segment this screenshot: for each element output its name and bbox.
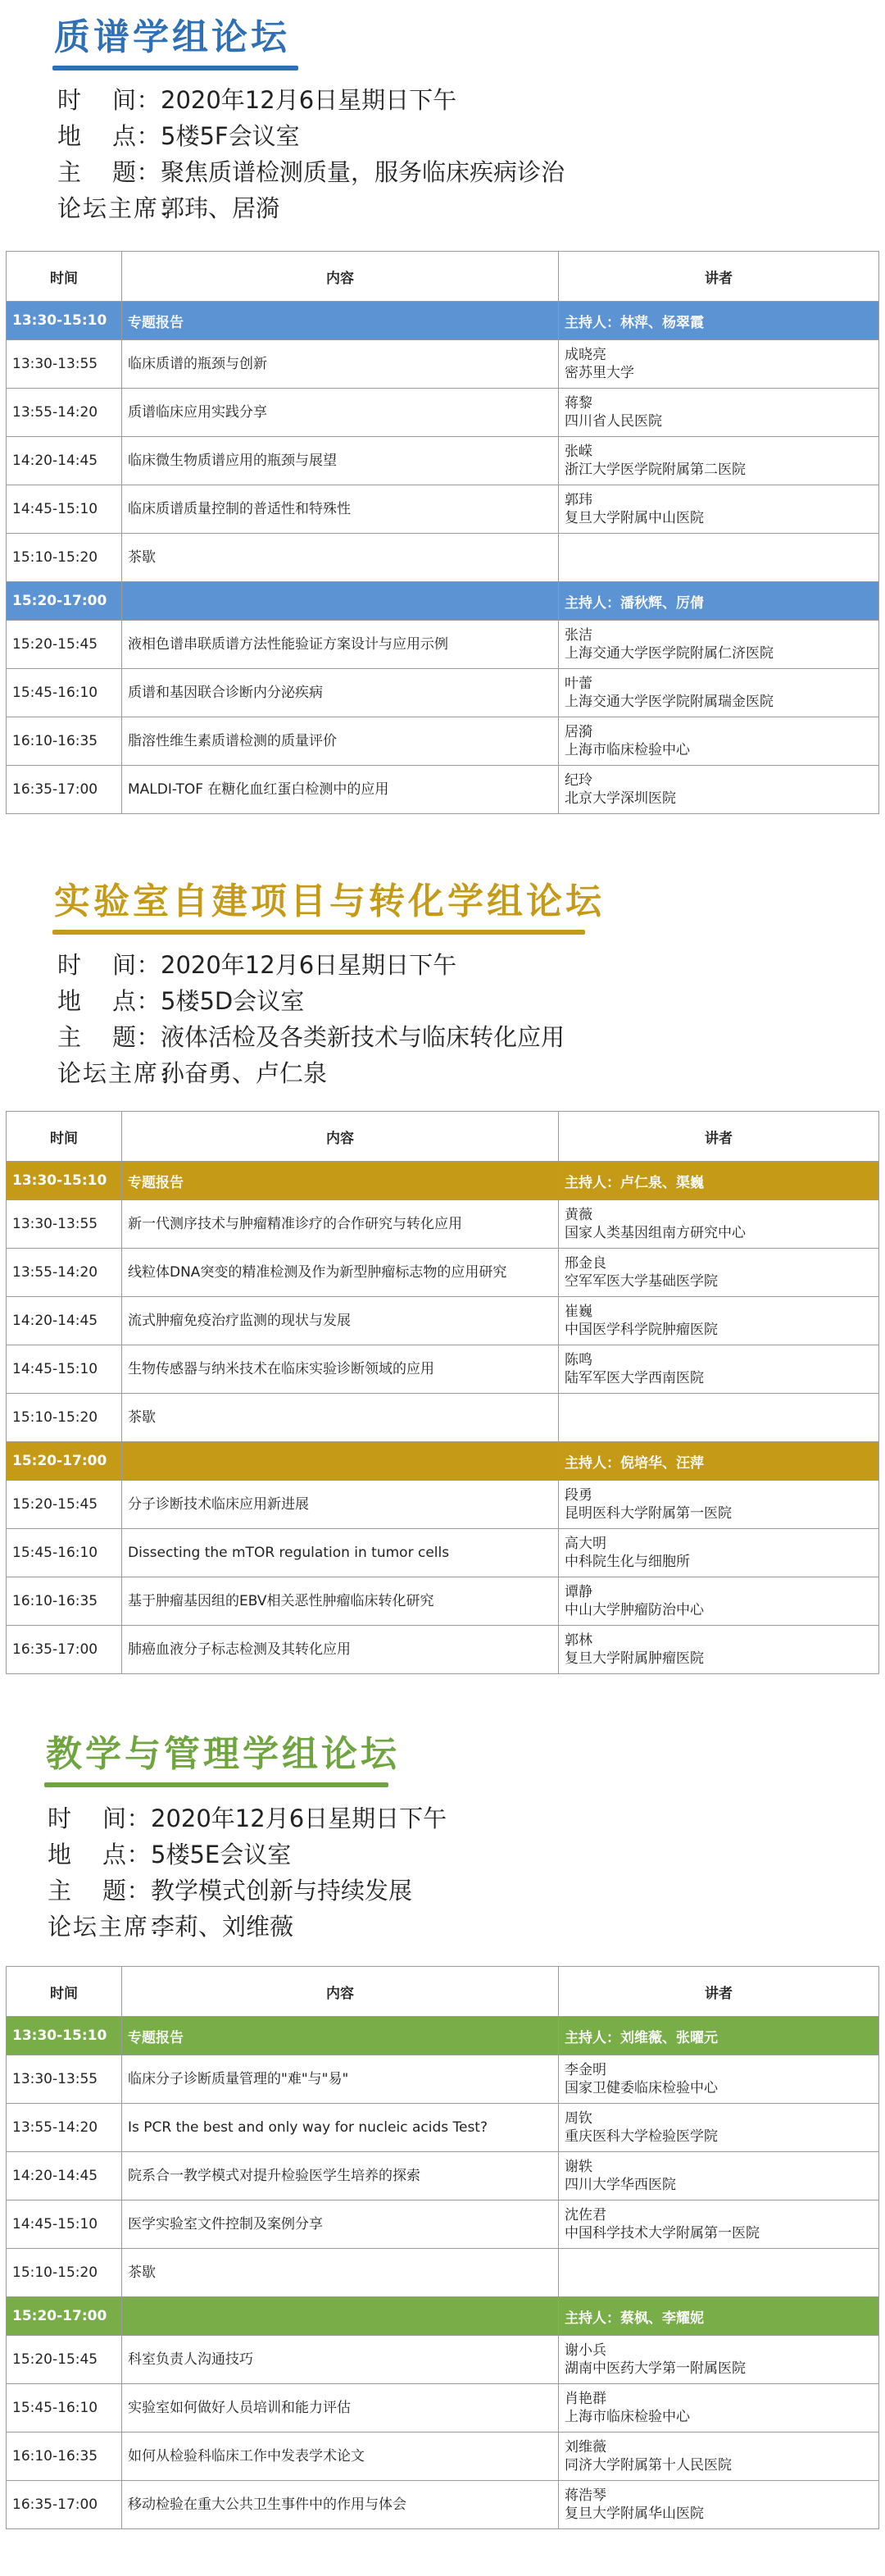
info-chair: 论坛主席： 李莉、刘维薇: [48, 1913, 294, 1941]
cell-content: 液相色谱串联质谱方法性能验证方案设计与应用示例: [122, 621, 559, 669]
speaker-affiliation: 复旦大学附属中山医院: [565, 510, 704, 526]
header-speaker: 讲者: [559, 1112, 879, 1162]
table-row: [7, 621, 879, 669]
cell-speaker: [559, 2481, 879, 2529]
info-chair: 论坛主席： 郭玮、居漪: [57, 194, 280, 222]
cell-time: 15:10-15:20: [7, 534, 122, 582]
cell-speaker: [559, 1481, 879, 1529]
speaker-name: 郭玮: [565, 492, 592, 508]
cell-host: 主持人：刘维薇、张曜元: [559, 2017, 879, 2055]
speaker-affiliation: 北京大学深圳医院: [565, 790, 676, 807]
cell-time: 14:45-15:10: [7, 485, 122, 534]
table-row: [7, 1481, 879, 1529]
speaker-affiliation: 复旦大学附属肿瘤医院: [565, 1650, 704, 1667]
schedule-table: [6, 1966, 879, 2529]
speaker-name: 谢小兵: [565, 2342, 606, 2359]
session-band-row: [7, 1442, 879, 1481]
cell-content: 临床质谱质量控制的普适性和特殊性: [122, 485, 559, 534]
cell-speaker: [559, 437, 879, 485]
speaker-affiliation: 空军军医大学基础医学院: [565, 1273, 718, 1290]
info-time: 时 间 ： 2020年12月6日星期日下午: [57, 86, 457, 114]
cell-content: [122, 582, 559, 621]
cell-speaker: [559, 2152, 879, 2201]
header-time: 时间: [7, 252, 122, 302]
cell-content: [122, 1442, 559, 1481]
table-row: [7, 485, 879, 534]
forum-title: 质谱学组论坛: [54, 16, 290, 58]
speaker-name: 蒋黎: [565, 395, 592, 412]
schedule-body: [7, 302, 879, 814]
speaker-affiliation: 四川大学华西医院: [565, 2177, 676, 2193]
cell-time: 14:45-15:10: [7, 1345, 122, 1394]
speaker-name: 黄薇: [565, 1207, 592, 1223]
cell-time: 16:10-16:35: [7, 717, 122, 766]
cell-content: 院系合一教学模式对提升检验医学生培养的探索: [122, 2152, 559, 2201]
speaker-name: 崔巍: [565, 1304, 592, 1320]
cell-time: 13:55-14:20: [7, 2104, 122, 2152]
cell-speaker: [559, 485, 879, 534]
cell-host: 主持人：卢仁泉、渠巍: [559, 1162, 879, 1200]
speaker-name: 张嵘: [565, 444, 592, 460]
speaker-name: 谭静: [565, 1584, 592, 1600]
cell-time: 13:30-15:10: [7, 2017, 122, 2055]
cell-speaker: [559, 1529, 879, 1577]
speaker-affiliation: 上海市临床检验中心: [565, 742, 690, 758]
cell-speaker: [559, 389, 879, 437]
info-place: 地 点 ： 5楼5D会议室: [57, 987, 305, 1015]
cell-speaker: [559, 766, 879, 814]
cell-content: 质谱和基因联合诊断内分泌疾病: [122, 669, 559, 717]
cell-content: MALDI-TOF 在糖化血红蛋白检测中的应用: [122, 766, 559, 814]
table-row: [7, 437, 879, 485]
cell-time: 14:20-14:45: [7, 437, 122, 485]
cell-time: 15:20-15:45: [7, 1481, 122, 1529]
table-row: [7, 1394, 879, 1442]
cell-content: 茶歇: [122, 1394, 559, 1442]
header-time: 时间: [7, 1967, 122, 2017]
cell-content: 生物传感器与纳米技术在临床实验诊断领域的应用: [122, 1345, 559, 1394]
speaker-affiliation: 中国医学科学院肿瘤医院: [565, 1322, 718, 1338]
info-place: 地 点 ： 5楼5F会议室: [57, 122, 300, 150]
cell-time: 15:45-16:10: [7, 1529, 122, 1577]
cell-content: Dissecting the mTOR regulation in tumor cells: [122, 1529, 559, 1577]
cell-time: 15:45-16:10: [7, 669, 122, 717]
table-row: [7, 1249, 879, 1297]
cell-time: 14:20-14:45: [7, 1297, 122, 1345]
speaker-affiliation: 上海市临床检验中心: [565, 2409, 690, 2425]
cell-speaker: [559, 1577, 879, 1626]
cell-time: 15:20-15:45: [7, 2336, 122, 2384]
cell-time: 14:45-15:10: [7, 2201, 122, 2249]
table-row: [7, 2481, 879, 2529]
table-row: [7, 766, 879, 814]
cell-host: 主持人：倪培华、汪萍: [559, 1442, 879, 1481]
cell-speaker: [559, 2336, 879, 2384]
speaker-affiliation: 国家人类基因组南方研究中心: [565, 1225, 746, 1241]
cell-content: 科室负责人沟通技巧: [122, 2336, 559, 2384]
cell-content: 专题报告: [122, 1162, 559, 1200]
table-row: [7, 2201, 879, 2249]
speaker-name: 刘维薇: [565, 2439, 606, 2455]
table-row: [7, 2384, 879, 2433]
header-speaker: 讲者: [559, 252, 879, 302]
cell-speaker: [559, 1626, 879, 1674]
cell-content: 专题报告: [122, 2017, 559, 2055]
speaker-name: 高大明: [565, 1536, 606, 1552]
speaker-affiliation: 上海交通大学医学院附属仁济医院: [565, 645, 774, 662]
session-band-row: [7, 1162, 879, 1200]
table-row: [7, 534, 879, 582]
table-row: [7, 2152, 879, 2201]
cell-content: 线粒体DNA突变的精准检测及作为新型肿瘤标志物的应用研究: [122, 1249, 559, 1297]
cell-content: 茶歇: [122, 2249, 559, 2297]
table-row: [7, 389, 879, 437]
header-content: 内容: [122, 1112, 559, 1162]
session-band-row: [7, 582, 879, 621]
forum-info: [48, 1800, 447, 1945]
speaker-affiliation: 上海交通大学医学院附属瑞金医院: [565, 694, 774, 710]
speaker-name: 张洁: [565, 627, 592, 644]
cell-speaker: [559, 1297, 879, 1345]
cell-content: 基于肿瘤基因组的EBV相关恶性肿瘤临床转化研究: [122, 1577, 559, 1626]
cell-speaker: [559, 1345, 879, 1394]
forum-info: [57, 947, 565, 1091]
speaker-affiliation: 陆军军医大学西南医院: [565, 1370, 704, 1386]
speaker-name: 叶蕾: [565, 676, 592, 692]
table-row: [7, 1626, 879, 1674]
info-time: 时 间 ： 2020年12月6日星期日下午: [48, 1805, 447, 1832]
info-place: 地 点 ： 5楼5E会议室: [48, 1841, 292, 1868]
cell-time: 13:55-14:20: [7, 1249, 122, 1297]
info-topic: 主 题 ： 液体活检及各类新技术与临床转化应用: [57, 1023, 565, 1051]
cell-host: 主持人：蔡枫、李耀妮: [559, 2297, 879, 2336]
session-band-row: [7, 2017, 879, 2055]
speaker-name: 居漪: [565, 724, 592, 740]
header-content: 内容: [122, 252, 559, 302]
header-content: 内容: [122, 1967, 559, 2017]
speaker-name: 李金明: [565, 2062, 606, 2078]
cell-content: Is PCR the best and only way for nucleic acids Test?: [122, 2104, 559, 2152]
speaker-affiliation: 中国科学技术大学附属第一医院: [565, 2225, 760, 2241]
table-row: [7, 2055, 879, 2104]
speaker-name: 周钦: [565, 2110, 592, 2127]
cell-content: 临床微生物质谱应用的瓶颈与展望: [122, 437, 559, 485]
cell-host: 主持人：潘秋辉、厉倩: [559, 582, 879, 621]
schedule-table: [6, 1111, 879, 1674]
table-row: [7, 1297, 879, 1345]
speaker-name: 沈佐君: [565, 2207, 606, 2223]
cell-host: 主持人：林萍、杨翠霞: [559, 302, 879, 340]
cell-content: 临床质谱的瓶颈与创新: [122, 340, 559, 389]
speaker-name: 纪玲: [565, 772, 592, 789]
info-time: 时 间 ： 2020年12月6日星期日下午: [57, 951, 457, 979]
cell-time: 13:30-13:55: [7, 2055, 122, 2104]
cell-time: 16:35-17:00: [7, 2481, 122, 2529]
cell-speaker: [559, 2384, 879, 2433]
cell-content: 茶歇: [122, 534, 559, 582]
table-row: [7, 2336, 879, 2384]
cell-speaker: [559, 2249, 879, 2297]
cell-content: 医学实验室文件控制及案例分享: [122, 2201, 559, 2249]
forum-title: 实验室自建项目与转化学组论坛: [54, 881, 605, 922]
cell-content: 移动检验在重大公共卫生事件中的作用与体会: [122, 2481, 559, 2529]
cell-speaker: [559, 2104, 879, 2152]
speaker-name: 陈鸣: [565, 1352, 592, 1368]
cell-speaker: [559, 1200, 879, 1249]
cell-speaker: [559, 1394, 879, 1442]
speaker-name: 郭林: [565, 1632, 592, 1649]
table-row: [7, 2249, 879, 2297]
cell-speaker: [559, 534, 879, 582]
cell-time: 16:10-16:35: [7, 2433, 122, 2481]
forum-title: 教学与管理学组论坛: [46, 1733, 400, 1775]
speaker-affiliation: 国家卫健委临床检验中心: [565, 2080, 718, 2096]
table-row: [7, 1345, 879, 1394]
cell-content: 分子诊断技术临床应用新进展: [122, 1481, 559, 1529]
header-speaker: 讲者: [559, 1967, 879, 2017]
speaker-name: 谢轶: [565, 2159, 592, 2175]
cell-speaker: [559, 669, 879, 717]
cell-time: 13:55-14:20: [7, 389, 122, 437]
cell-content: 临床分子诊断质量管理的"难"与"易": [122, 2055, 559, 2104]
cell-content: 新一代测序技术与肿瘤精准诊疗的合作研究与转化应用: [122, 1200, 559, 1249]
table-row: [7, 669, 879, 717]
cell-time: 14:20-14:45: [7, 2152, 122, 2201]
cell-time: 16:10-16:35: [7, 1577, 122, 1626]
title-underline: [44, 1782, 388, 1787]
speaker-affiliation: 同济大学附属第十人民医院: [565, 2457, 732, 2474]
cell-content: 专题报告: [122, 302, 559, 340]
cell-time: 13:30-15:10: [7, 1162, 122, 1200]
cell-speaker: [559, 621, 879, 669]
speaker-affiliation: 湖南中医药大学第一附属医院: [565, 2360, 746, 2377]
speaker-affiliation: 浙江大学医学院附属第二医院: [565, 462, 746, 478]
speaker-affiliation: 密苏里大学: [565, 365, 634, 381]
table-header: [7, 1967, 879, 2017]
cell-content: 质谱临床应用实践分享: [122, 389, 559, 437]
speaker-name: 邢金良: [565, 1255, 606, 1272]
info-topic: 主 题 ： 聚焦质谱检测质量，服务临床疾病诊治: [57, 158, 565, 186]
table-header: [7, 1112, 879, 1162]
cell-content: [122, 2297, 559, 2336]
table-row: [7, 1200, 879, 1249]
table-row: [7, 717, 879, 766]
cell-speaker: [559, 2433, 879, 2481]
speaker-affiliation: 中科院生化与细胞所: [565, 1554, 690, 1570]
speaker-name: 段勇: [565, 1487, 592, 1504]
speaker-name: 蒋浩琴: [565, 2487, 606, 2504]
speaker-affiliation: 复旦大学附属华山医院: [565, 2505, 704, 2522]
speaker-affiliation: 重庆医科大学检验医学院: [565, 2128, 718, 2145]
cell-time: 16:35-17:00: [7, 766, 122, 814]
table-row: [7, 1577, 879, 1626]
cell-speaker: [559, 717, 879, 766]
table-row: [7, 1529, 879, 1577]
forum-info: [57, 82, 565, 226]
schedule-body: [7, 1162, 879, 1674]
table-row: [7, 2433, 879, 2481]
speaker-name: 肖艳群: [565, 2391, 606, 2407]
cell-content: 脂溶性维生素质谱检测的质量评价: [122, 717, 559, 766]
session-band-row: [7, 2297, 879, 2336]
table-header: [7, 252, 879, 302]
cell-time: 15:45-16:10: [7, 2384, 122, 2433]
cell-speaker: [559, 2201, 879, 2249]
cell-content: 肺癌血液分子标志检测及其转化应用: [122, 1626, 559, 1674]
cell-speaker: [559, 2055, 879, 2104]
cell-time: 13:30-13:55: [7, 340, 122, 389]
speaker-affiliation: 四川省人民医院: [565, 413, 662, 430]
title-underline: [52, 930, 585, 935]
header-time: 时间: [7, 1112, 122, 1162]
cell-speaker: [559, 1249, 879, 1297]
cell-content: 流式肿瘤免疫治疗监测的现状与发展: [122, 1297, 559, 1345]
speaker-affiliation: 昆明医科大学附属第一医院: [565, 1505, 732, 1522]
cell-time: 15:20-17:00: [7, 2297, 122, 2336]
table-row: [7, 340, 879, 389]
info-topic: 主 题 ： 教学模式创新与持续发展: [48, 1877, 413, 1905]
cell-time: 15:20-17:00: [7, 582, 122, 621]
cell-content: 实验室如何做好人员培训和能力评估: [122, 2384, 559, 2433]
cell-time: 13:30-13:55: [7, 1200, 122, 1249]
info-chair: 论坛主席： 孙奋勇、卢仁泉: [57, 1059, 328, 1087]
speaker-name: 成晓亮: [565, 347, 606, 363]
table-row: [7, 2104, 879, 2152]
session-band-row: [7, 302, 879, 340]
title-underline: [52, 66, 298, 71]
cell-time: 15:20-15:45: [7, 621, 122, 669]
cell-time: 16:35-17:00: [7, 1626, 122, 1674]
cell-content: 如何从检验科临床工作中发表学术论文: [122, 2433, 559, 2481]
schedule-table: [6, 251, 879, 814]
cell-time: 15:10-15:20: [7, 1394, 122, 1442]
cell-time: 15:10-15:20: [7, 2249, 122, 2297]
schedule-body: [7, 2017, 879, 2529]
cell-time: 15:20-17:00: [7, 1442, 122, 1481]
cell-time: 13:30-15:10: [7, 302, 122, 340]
speaker-affiliation: 中山大学肿瘤防治中心: [565, 1602, 704, 1618]
cell-speaker: [559, 340, 879, 389]
